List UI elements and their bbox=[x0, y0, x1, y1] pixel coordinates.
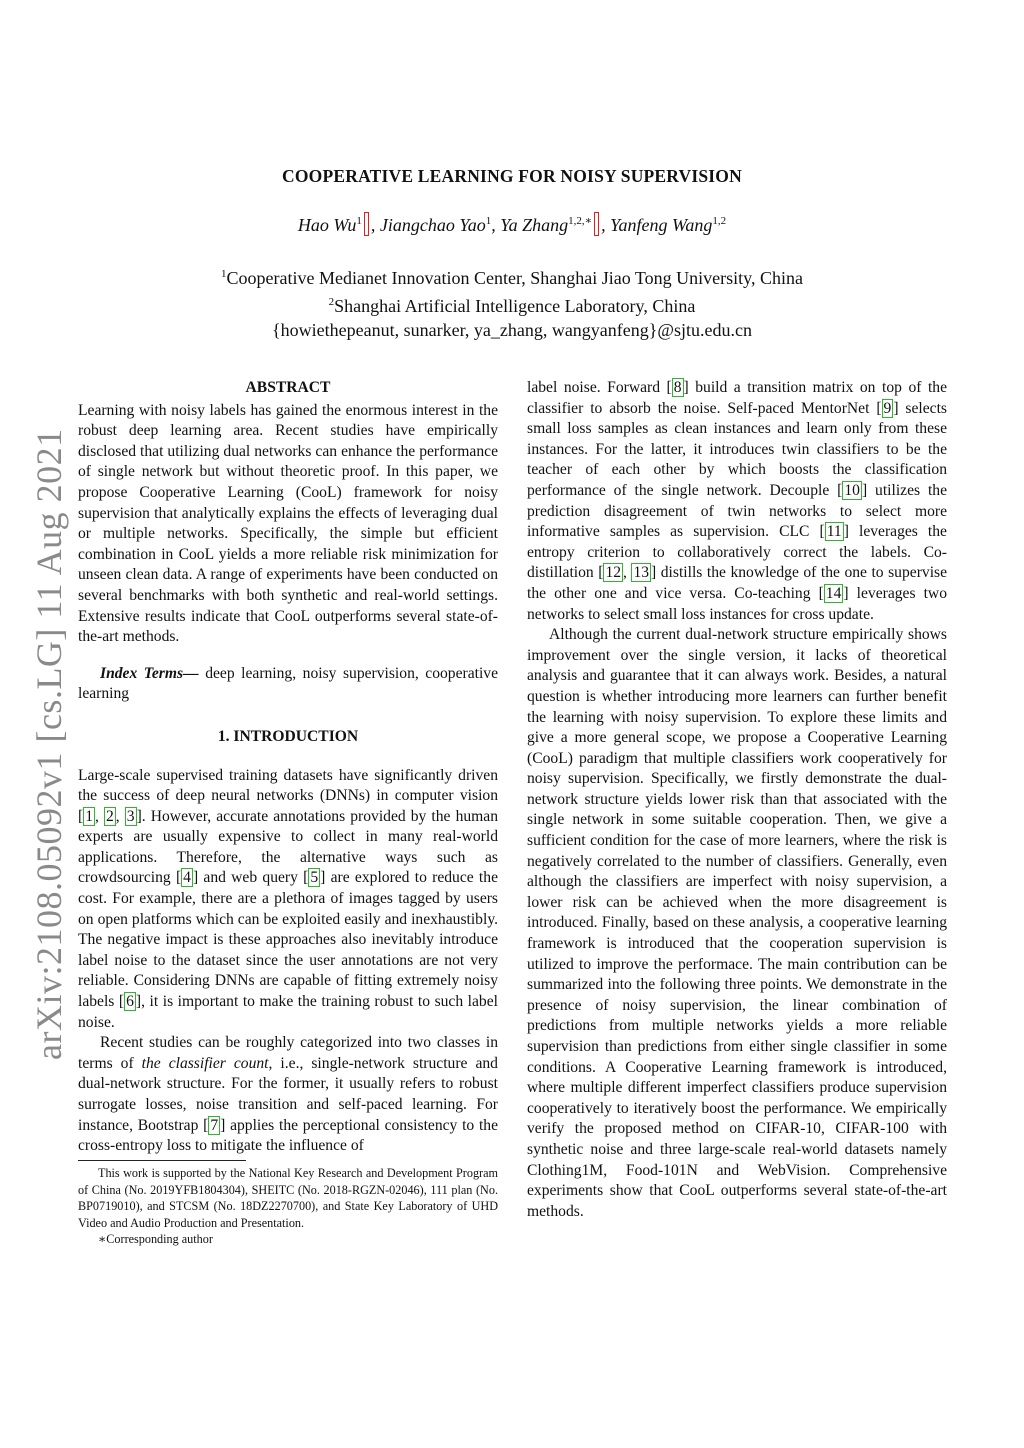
citation-link[interactable]: 8 bbox=[673, 379, 682, 396]
citation-link[interactable]: 2 bbox=[105, 807, 114, 825]
intro-paragraph-2-cont: label noise. Forward [ 8 ] build a transition matrix on top of the classifier to absorb the noise. Self-paced MentorNet [ 9 ] selects small loss samples as clean instances and learn only from these instances. For the latter, it introduces twin classifiers to be the teacher of each other by which boosts the classification performance of the single network. Decouple [ 10 ] utilizes the prediction disagreement of twin networks to select more informative samples as supervision. CLC [ 11 ] leverages the entropy criterion to collaboratively correct the labels. Co-distillation [ 12 , 13 ] distills the knowledge of the one to supervise the other one and vice versa. Co-teaching [ 14 ] leverages two networks to select small loss instances for cross update. bbox=[527, 379, 948, 623]
citation-link[interactable]: 7 bbox=[210, 1116, 219, 1134]
abstract-heading: ABSTRACT bbox=[245, 379, 331, 396]
citation-link[interactable]: 12 bbox=[605, 564, 622, 582]
author-sup: 1 bbox=[485, 215, 492, 227]
citation-link[interactable]: 3 bbox=[126, 807, 135, 825]
affiliations bbox=[0, 262, 1024, 342]
citation-link[interactable]: 5 bbox=[310, 869, 319, 887]
corresponding-note: ∗Corresponding author bbox=[98, 1232, 213, 1246]
footnote bbox=[78, 1160, 498, 1248]
author-name: Ya Zhang bbox=[500, 215, 569, 235]
arxiv-watermark: arXiv:2108.05092v1 [cs.LG] 11 Aug 2021 bbox=[29, 428, 69, 1060]
author-sup: 1 bbox=[356, 215, 362, 227]
abstract-text: Learning with noisy labels has gained the enormous interest in the robust deep learning area. Recent studies have empirically disclosed that utilizing dual networks can enhance the performance of single network but without theoretic proof. In this paper, we propose Cooperative Learning (CooL) framework for noisy supervision that analytically explains the effects of leveraging dual or multiple networks. Specifically, the simple but efficient combination in CooL yields a more reliable risk minimization for unseen clean data. A range of experiments have been conducted on several benchmarks with both synthetic and real-world settings. Extensive results indicate that CooL outperforms several state-of-the-art methods. bbox=[78, 401, 498, 646]
affiliation-line: $^1$Cooperative Medianet Innovation Center, Shanghai Jiao Tong University, China bbox=[221, 268, 803, 288]
funding-note: This work is supported by the National Key Research and Development Program of China (No. 2019YFB1804304), SHEITC (No. 2018-RGZN-02046), 111 plan (No. BP0719010), and STCSM (No. 18DZ2270700), and State Key Laboratory of UHD Video and Audio Production and Presentation. bbox=[78, 1166, 498, 1230]
index-terms-label: Index Terms— bbox=[100, 664, 199, 682]
citation-link[interactable]: 1 bbox=[85, 807, 93, 825]
index-terms: Index Terms— deep learning, noisy supervision, cooperative learning bbox=[78, 664, 499, 703]
footnote-link-box[interactable] bbox=[364, 212, 369, 236]
email-line: {howiethepeanut, sunarker, ya_zhang, wangyanfeng}@sjtu.edu.cn bbox=[272, 320, 752, 340]
right-column bbox=[527, 378, 947, 1222]
footnote-rule bbox=[78, 1160, 246, 1161]
author-sup: 1,2,∗ bbox=[568, 215, 593, 227]
footnote-link-box[interactable] bbox=[594, 212, 599, 236]
citation-link[interactable]: 6 bbox=[126, 993, 134, 1011]
intro-paragraph-3: Although the current dual-network structure empirically shows improvement over the single version, it lacks of theoretical analysis and guarantee that it can always work. Besides, a natural question is whether introducing more learners can further benefit the learning with noisy supervision. To explore these limits and give a more general scope, we propose a Cooperative Learning (CooL) paradigm that multiple classifiers work cooperatively for noisy supervision. Specifically, we firstly demonstrate the dual-network structure yields lower risk than that associated with the single network in some suitable cooperation. Then, we give a sufficient condition for the case of more learners, where the risk is negatively correlated to the number of classifiers. Generally, even although the classifiers are imperfect with noisy supervision, a lower risk can be achieved when the more disagreement is introduced. Finally, based on these analysis, a cooperative learning framework is introduced that the cooperation supervision is utilized to improve the performace. The main contribution can be summarized into the following three points. We demonstrate in the presence of noisy supervision, the linear combination of predictions from multiple networks yields a more reliable supervision than predictions from either single classifier in some conditions. A Cooperative Learning framework is introduced, where multiple different imperfect classifiers produce supervision cooperatively to iteratively boost the performance. We empirically verify the proposed method on CIFAR-10, CIFAR-100 with synthetic noise and three large-scale real-world datasets namely Clothing1M, Food-101N and WebVision. Comprehensive experiments show that CooL outperforms several state-of-the-art methods. bbox=[527, 626, 947, 1220]
citation-link[interactable]: 14 bbox=[825, 584, 842, 602]
affiliation-line: $^2$Shanghai Artificial Intelligence Laboratory, China bbox=[328, 296, 696, 316]
author-list: Hao Wu$^1$ , Jiangchao Yao$^1$, Ya Zhang$^{1,2,∗}$ , Yanfeng Wang$^{1,2}$ bbox=[0, 212, 1024, 236]
author-sup: 1,2 bbox=[712, 215, 727, 227]
author-name: Yanfeng Wang bbox=[610, 215, 713, 235]
paper-title: COOPERATIVE LEARNING FOR NOISY SUPERVISION bbox=[282, 166, 742, 186]
intro-paragraph-2: Recent studies can be roughly categorized into two classes in terms of the classifier count, i.e., single-network structure and dual-network structure. For the former, it usually refers to robust surrogate losses, noise transition and self-paced learning. For instance, Bootstrap [ 7 ] applies the perceptional consistency to the cross-entropy loss to mitigate the influence of bbox=[78, 1034, 498, 1155]
citation-link[interactable]: 13 bbox=[633, 564, 650, 582]
left-column bbox=[78, 378, 498, 1157]
citation-link[interactable]: 10 bbox=[844, 481, 860, 499]
citation-link[interactable]: 4 bbox=[183, 869, 191, 887]
citation-link[interactable]: 9 bbox=[883, 399, 892, 417]
intro-heading: 1. INTRODUCTION bbox=[217, 727, 359, 745]
author-name: Hao Wu bbox=[297, 215, 357, 235]
intro-paragraph-1: Large-scale supervised training datasets have significantly driven the success of deep neural networks (DNNs) in computer vision [ 1 , 2 , 3 ]. However, accurate annotations provided by the human experts are usually expensive to collect in many real-world applications. Therefore, the alternative ways such as crowdsourcing [ 4 ] and web query [ 5 ] are explored to reduce the cost. For example, there are a plethora of images tagged by users on open platforms which can be exploited easily and inexhaustibly. The negative impact is these approaches also inevitably introduce label noise to the dataset since the user annotations are not very reliable. Considering DNNs are capable of fitting extremely noisy labels [ 6 ], it is important to make the training robust to such label noise. bbox=[78, 766, 499, 1031]
author-name: Jiangchao Yao bbox=[379, 215, 486, 235]
citation-link[interactable]: 11 bbox=[826, 523, 842, 541]
